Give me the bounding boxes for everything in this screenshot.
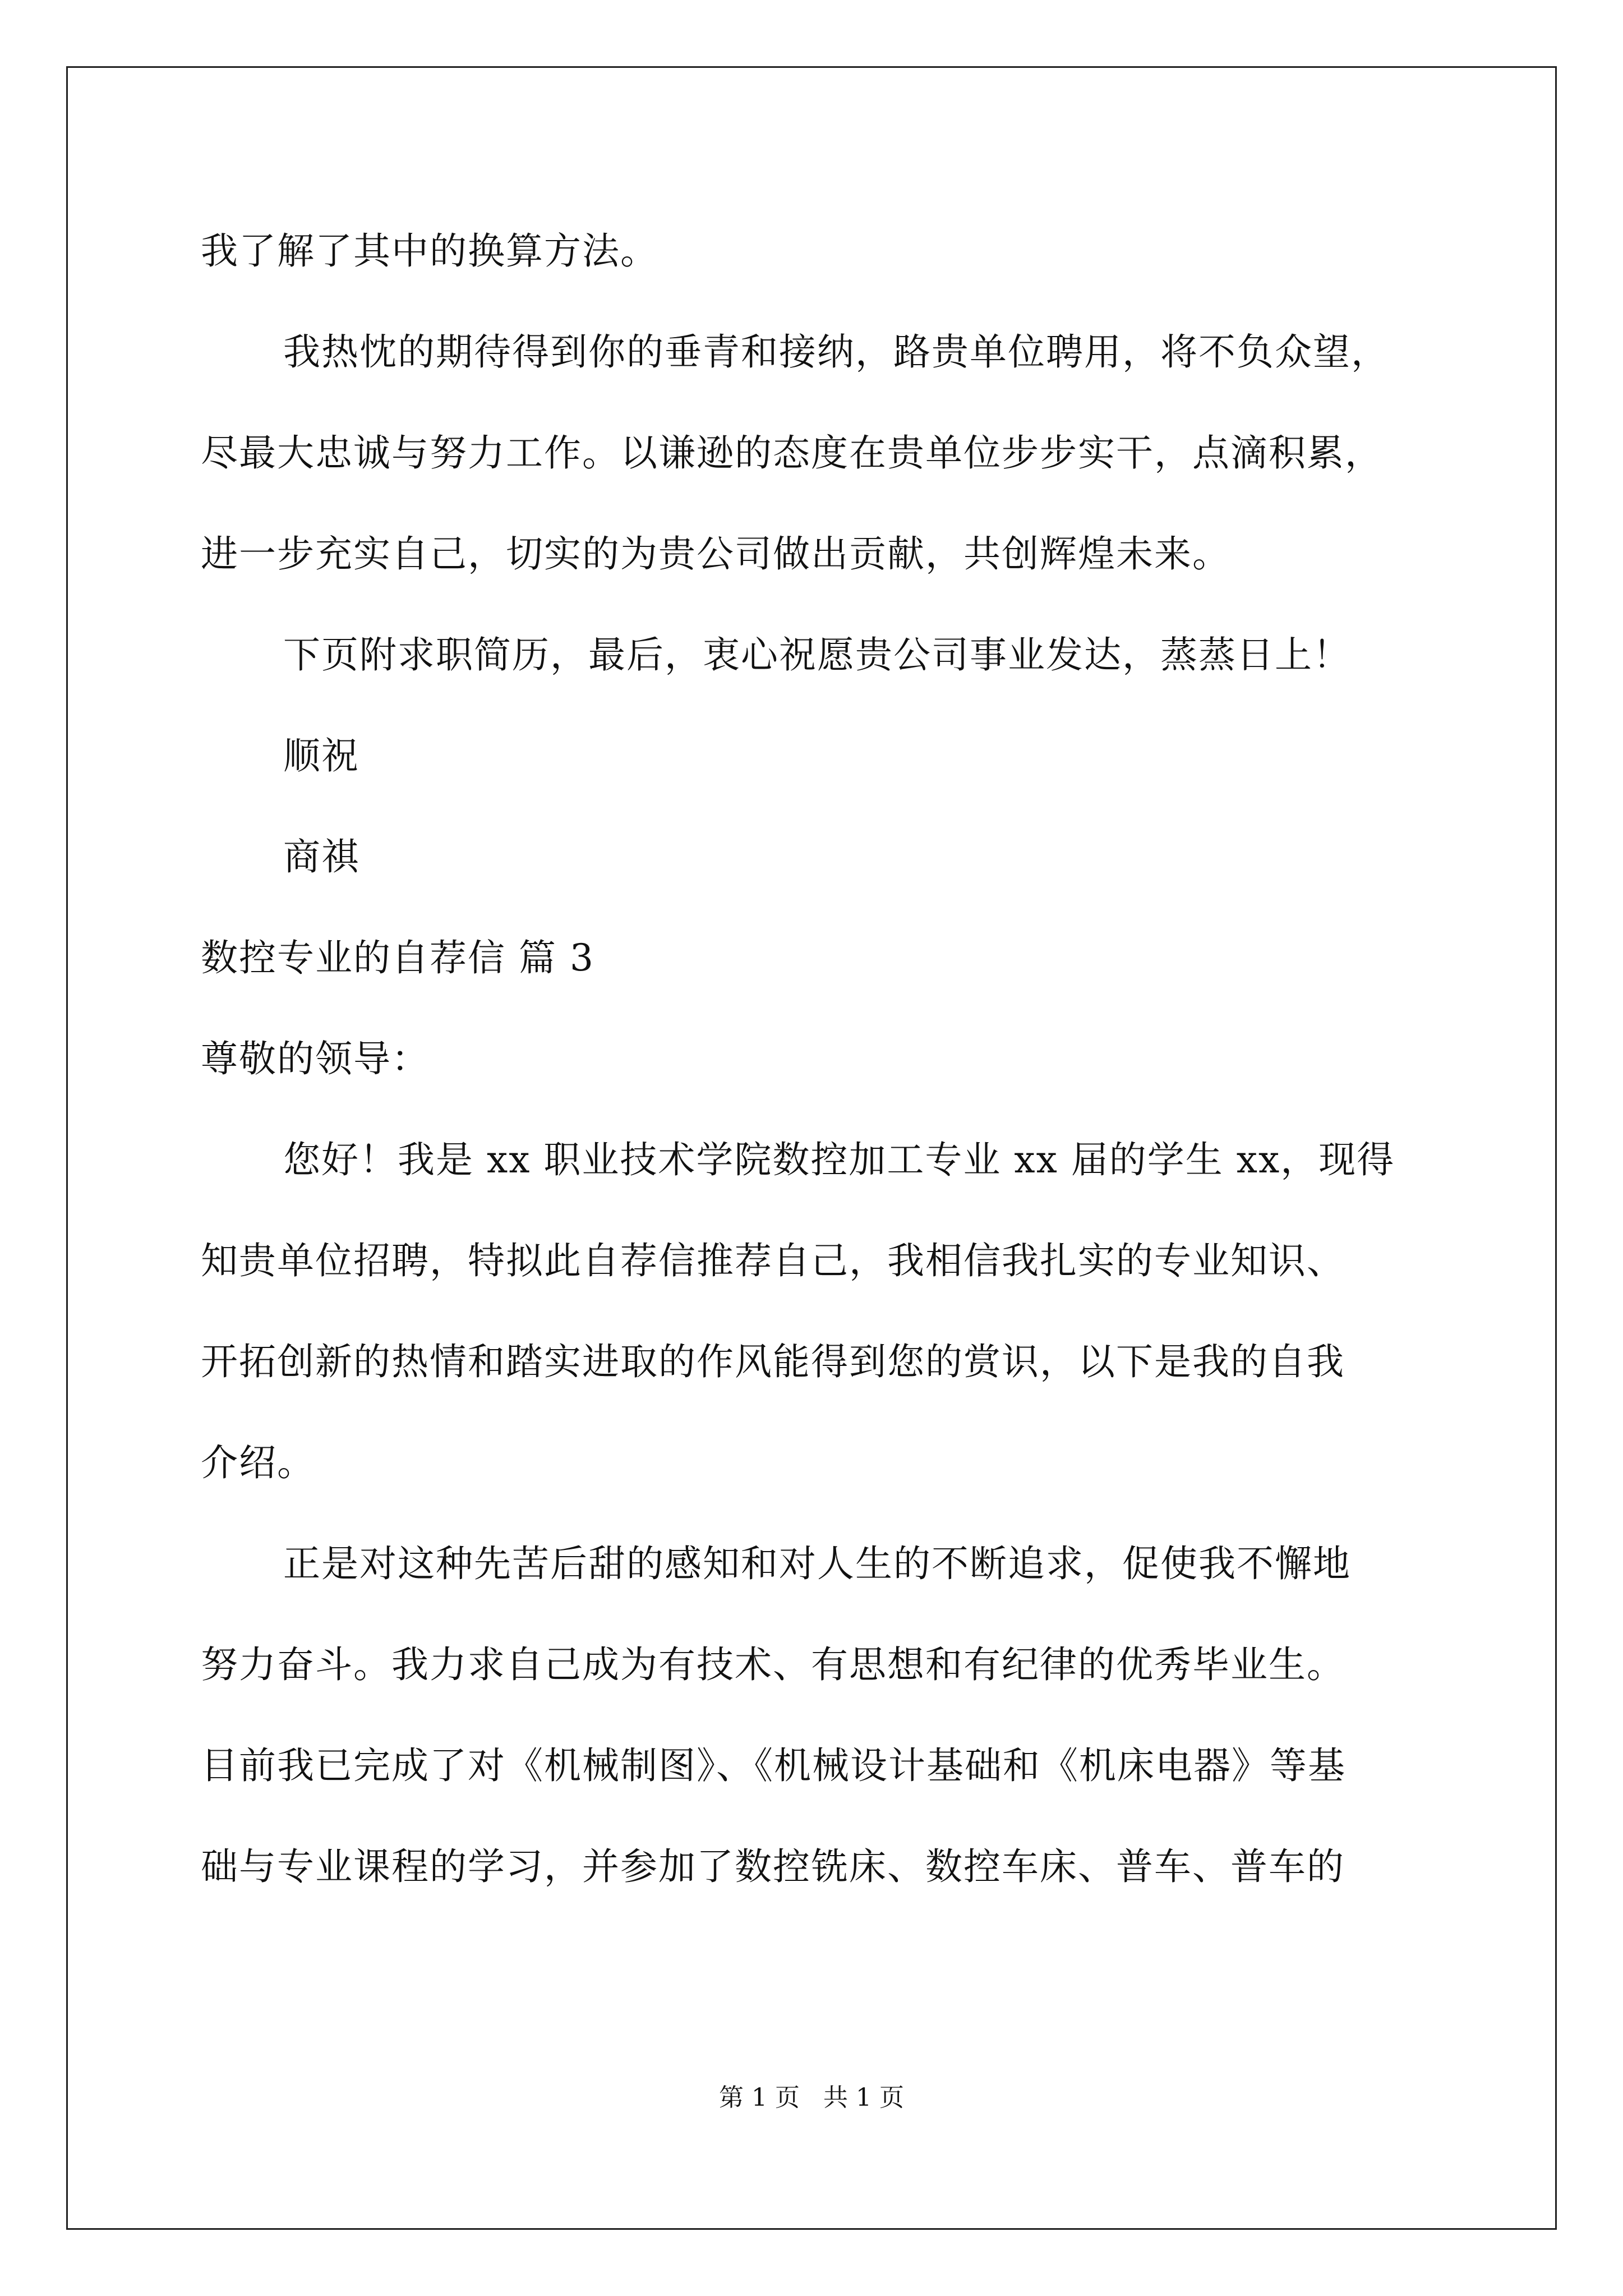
text-line: 础与专业课程的学习，并参加了数控铣床、数控车床、普车、普车的: [201, 1845, 1345, 1888]
text-line: 努力奋斗。我力求自己成为有技术、有思想和有纪律的优秀毕业生。: [201, 1643, 1345, 1686]
section-heading: 数控专业的自荐信 篇 3: [201, 936, 594, 979]
text-line: 知贵单位招聘，特拟此自荐信推荐自己，我相信我扎实的专业知识、: [201, 1239, 1345, 1282]
text-line: 介绍。: [201, 1441, 315, 1484]
text-line: 我了解了其中的换算方法。: [201, 229, 658, 273]
salutation: 尊敬的领导：: [201, 1037, 430, 1080]
text-line: 您好！我是 xx 职业技术学院数控加工专业 xx 届的学生 xx，现得: [283, 1138, 1395, 1181]
text-line: 尽最大忠诚与努力工作。以谦逊的态度在贵单位步步实干，点滴积累，: [201, 431, 1383, 475]
text-line: 正是对这种先苦后甜的感知和对人生的不断追求，促使我不懈地: [283, 1542, 1351, 1585]
text-line: 进一步充实自己，切实的为贵公司做出贡献，共创辉煌未来。: [201, 532, 1230, 576]
page-footer: 第 1 页 共 1 页: [719, 2083, 904, 2112]
text-line: 顺祝: [283, 734, 359, 777]
text-line: 目前我已完成了对《机械制图》、《机械设计基础和《机床电器》等基: [201, 1744, 1346, 1787]
text-line: 开拓创新的热情和踏实进取的作风能得到您的赏识，以下是我的自我: [201, 1340, 1345, 1383]
text-line: 商祺: [283, 835, 359, 878]
text-line: 我热忱的期待得到你的垂青和接纳，路贵单位聘用，将不负众望，: [283, 330, 1389, 374]
text-line: 下页附求职简历，最后，衷心祝愿贵公司事业发达，蒸蒸日上！: [283, 633, 1351, 677]
